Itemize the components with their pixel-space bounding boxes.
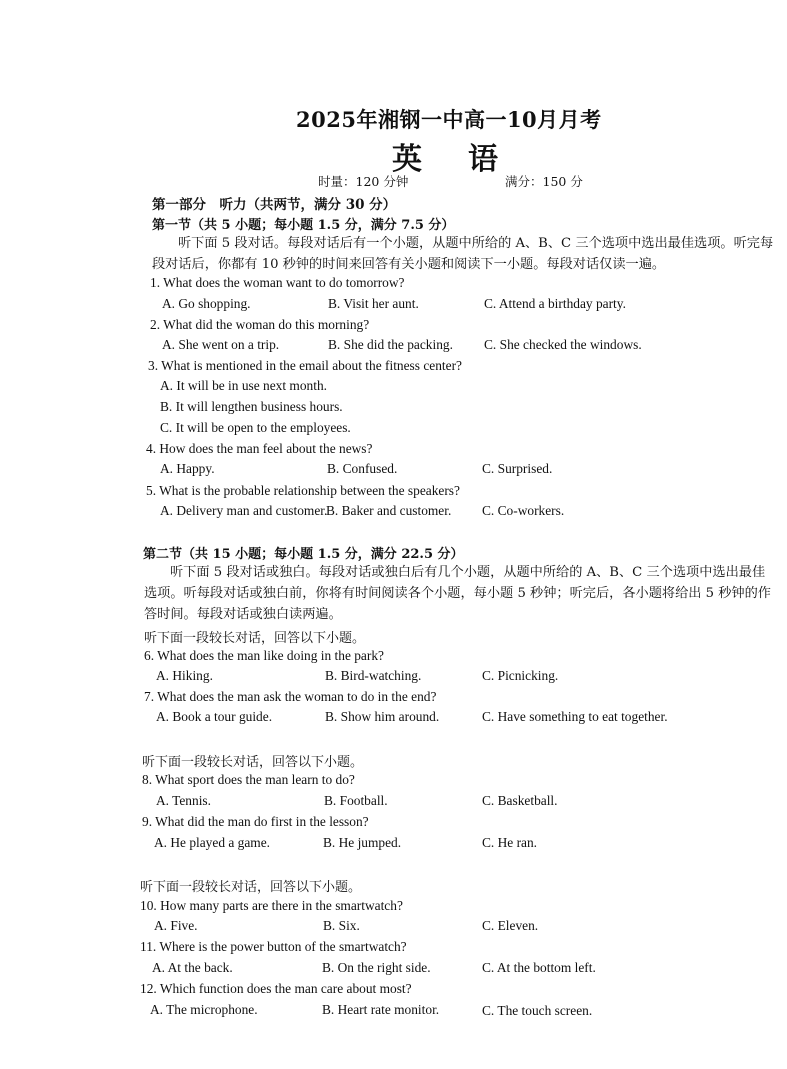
option-c: C. Attend a birthday party. — [484, 296, 626, 311]
question-stem: 8. What sport does the man learn to do? — [142, 772, 355, 787]
question-stem: 10. How many parts are there in the smartwatch? — [140, 898, 403, 913]
option-c: C. He ran. — [482, 835, 538, 850]
option-b: B. It will lengthen business hours. — [160, 399, 343, 414]
question-stem: 6. What does the man like doing in the park? — [144, 648, 384, 663]
option-a: A. Book a tour guide. — [156, 709, 273, 724]
option-c: C. It will be open to the employees. — [160, 420, 351, 435]
section1-heading: 第一节（共 5 小题；每小题 1.5 分，满分 7.5 分） — [152, 218, 455, 233]
dialogue-note: 听下面一段较长对话，回答以下小题。 — [142, 755, 364, 770]
option-c: C. The touch screen. — [482, 1003, 593, 1018]
option-b: B. She did the packing. — [328, 337, 453, 352]
time-limit: 时量：120 分钟 — [318, 174, 409, 189]
question-stem: 9. What did the man do first in the lesson? — [142, 814, 369, 829]
option-c: C. At the bottom left. — [482, 960, 596, 975]
option-b: B. On the right side. — [322, 960, 431, 975]
option-a: A. Go shopping. — [162, 296, 251, 311]
question-stem: 2. What did the woman do this morning? — [150, 317, 370, 332]
question-stem: 1. What does the woman want to do tomorrow? — [150, 275, 405, 290]
option-b: B. Confused. — [327, 461, 398, 476]
question-stem: 12. Which function does the man care about most? — [140, 981, 412, 996]
option-a: A. It will be in use next month. — [160, 378, 327, 393]
question-stem: 11. Where is the power button of the smartwatch? — [140, 939, 407, 954]
part1-heading: 第一部分 听力（共两节，满分 30 分） — [152, 197, 397, 213]
dialogue-note: 听下面一段较长对话，回答以下小题。 — [140, 880, 362, 895]
full-score: 满分：150 分 — [505, 174, 583, 189]
question-stem: 4. How does the man feel about the news? — [146, 441, 373, 456]
option-c: C. Eleven. — [482, 918, 539, 933]
option-c: C. Basketball. — [482, 793, 558, 808]
option-b: B. Visit her aunt. — [328, 296, 419, 311]
exam-title: 2025年湘钢一中高一10月月考 — [296, 107, 602, 132]
option-a: A. Five. — [154, 918, 198, 933]
question-stem: 3. What is mentioned in the email about the fitness center? — [148, 358, 462, 373]
option-b: B. Baker and customer. — [326, 503, 452, 518]
option-b: B. Heart rate monitor. — [322, 1002, 440, 1017]
option-a: A. Tennis. — [156, 793, 211, 808]
option-b: B. Football. — [324, 793, 388, 808]
option-b: B. Six. — [323, 918, 360, 933]
option-c: C. Have something to eat together. — [482, 709, 668, 724]
option-c: C. Picnicking. — [482, 668, 559, 683]
dialogue-note: 听下面一段较长对话，回答以下小题。 — [144, 631, 366, 646]
option-b: B. He jumped. — [323, 835, 402, 850]
question-stem: 7. What does the man ask the woman to do in the end? — [144, 689, 437, 704]
option-c: C. Surprised. — [482, 461, 553, 476]
option-b: B. Bird-watching. — [325, 668, 422, 683]
section2-instructions: 听下面 5 段对话或独白。每段对话或独白后有几个小题，从题中所给的 A、B、C 三个选项中选出最佳选项。听每段对话或独白前，你将有时间阅读各个小题，每小题 5 秒钟；听完后，各小题将给出 5 秒钟的作答时间。每段对话或独白读两遍。 — [144, 565, 771, 622]
subject-title: 英语 — [392, 142, 544, 177]
option-c: C. Co-workers. — [482, 503, 565, 518]
option-a: A. At the back. — [152, 960, 233, 975]
option-b: B. Show him around. — [325, 709, 440, 724]
section1-instructions: 听下面 5 段对话。每段对话后有一个小题，从题中所给的 A、B、C 三个选项中选出最佳选项。听完每段对话后，你都有 10 秒钟的时间来回答有关小题和阅读下一小题。每段对话仅读一遍。 — [152, 236, 774, 272]
option-a: A. Happy. — [160, 461, 215, 476]
option-a: A. She went on a trip. — [162, 337, 280, 352]
option-a: A. He played a game. — [154, 835, 271, 850]
option-a: A. Delivery man and customer. — [160, 503, 328, 518]
option-c: C. She checked the windows. — [484, 337, 642, 352]
question-stem: 5. What is the probable relationship between the speakers? — [146, 483, 460, 498]
section2-heading: 第二节（共 15 小题；每小题 1.5 分，满分 22.5 分） — [143, 547, 464, 562]
option-a: A. The microphone. — [150, 1002, 258, 1017]
option-a: A. Hiking. — [156, 668, 213, 683]
